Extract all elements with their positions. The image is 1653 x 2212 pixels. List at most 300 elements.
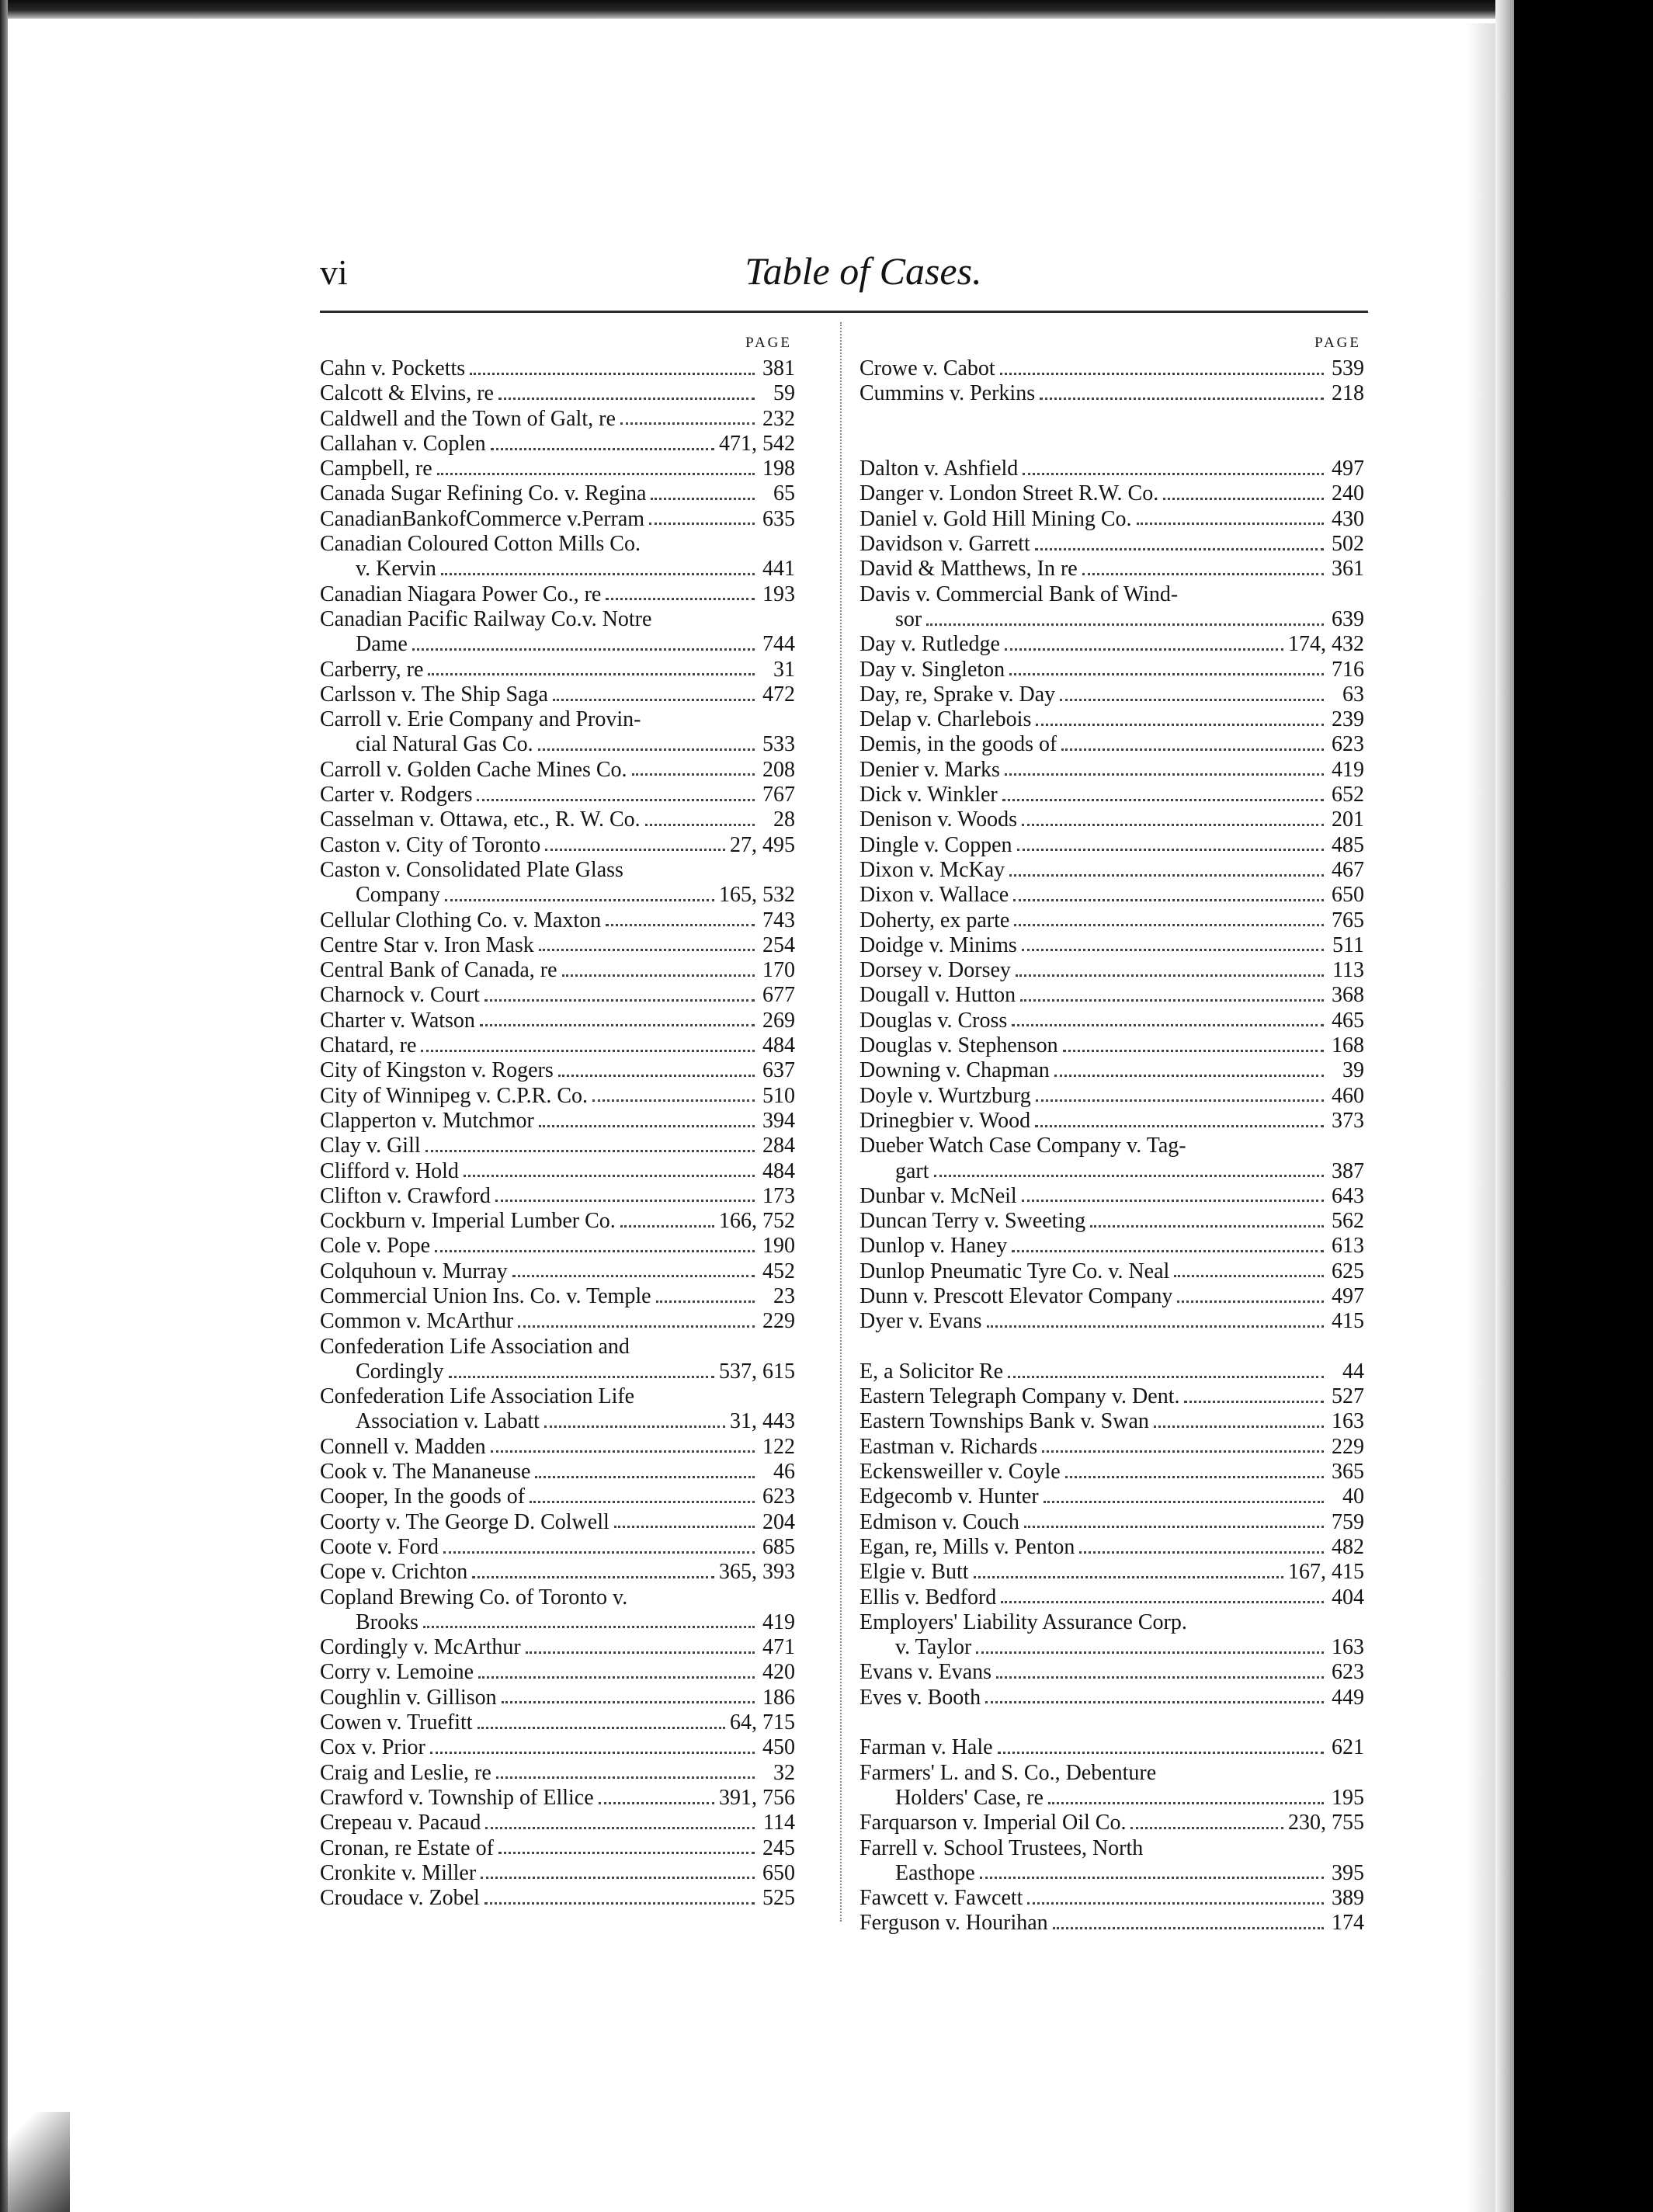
case-entry [859, 1686, 1364, 1710]
case-entry-continuation [859, 1861, 1364, 1886]
page-gutter-shadow [1466, 23, 1497, 2212]
scan-background [1514, 0, 1653, 2212]
case-entry [859, 1660, 1364, 1685]
dot-leader [1020, 999, 1324, 1002]
case-page-number: 198 [762, 457, 795, 481]
case-name: Cummins v. Perkins [859, 381, 1036, 406]
case-list [859, 356, 1364, 1936]
case-name: Confederation Life Association and [320, 1334, 630, 1359]
case-page-number: 174, 432 [1288, 632, 1364, 657]
case-page-number: 391, 756 [719, 1785, 795, 1810]
case-page-number: 539 [1332, 356, 1364, 380]
dot-leader [478, 1676, 755, 1679]
dot-leader [470, 373, 755, 375]
case-name: Confederation Life Association Life [320, 1384, 635, 1409]
case-name: Coughlin v. Gillison [320, 1685, 497, 1710]
dot-leader [1023, 473, 1324, 475]
case-page-number: 510 [762, 1083, 795, 1108]
dot-leader [1008, 1376, 1324, 1378]
case-entry [320, 1335, 795, 1359]
dot-leader [526, 1651, 755, 1654]
case-entry [320, 407, 795, 432]
case-name: Crepeau v. Pacaud [320, 1811, 481, 1835]
case-name: Canadian Niagara Power Co., re [320, 582, 602, 606]
left-column [320, 330, 795, 1911]
case-name: Eastern Telegraph Company v. Dent. [859, 1384, 1180, 1409]
dot-leader [1016, 974, 1324, 977]
right-column [859, 330, 1364, 1936]
case-name: Coote v. Ford [320, 1534, 439, 1559]
case-page-number: 31, 443 [730, 1409, 795, 1434]
dot-leader [1137, 523, 1324, 525]
case-entry-continuation [859, 1159, 1364, 1184]
case-page-number: 613 [1332, 1234, 1364, 1259]
case-page-number: 765 [1332, 908, 1364, 932]
case-entry [320, 1710, 795, 1735]
case-name: Day, re, Sprake v. Day [859, 682, 1056, 707]
case-entry [859, 858, 1364, 883]
case-page-number: 59 [773, 381, 795, 406]
case-page-number: 743 [762, 908, 795, 932]
case-name: Denier v. Marks [859, 757, 1000, 782]
case-name: sor [895, 606, 922, 631]
dot-leader [428, 673, 755, 675]
dot-leader [1005, 648, 1283, 651]
case-name: Cronkite v. Miller [320, 1860, 477, 1885]
page-column-label: PAGE [1314, 335, 1361, 351]
case-entry [859, 658, 1364, 682]
case-entry [859, 807, 1364, 832]
case-entry [859, 1886, 1364, 1911]
case-entry [320, 783, 795, 807]
dot-leader [430, 1752, 755, 1754]
case-entry-continuation [859, 607, 1364, 632]
dot-leader [485, 1827, 755, 1829]
case-name: Cowen v. Truefitt [320, 1710, 473, 1735]
dot-leader [530, 1501, 755, 1503]
case-entry [859, 883, 1364, 908]
dot-leader [649, 523, 755, 525]
case-name: gart [895, 1158, 929, 1183]
case-name: Brooks [356, 1610, 418, 1634]
case-name: Drinegbier v. Wood [859, 1108, 1031, 1133]
case-page-number: 716 [1332, 657, 1364, 682]
page-column-label: PAGE [745, 335, 792, 351]
case-page-number: 186 [762, 1685, 795, 1710]
dot-leader [441, 573, 755, 575]
case-entry [859, 1485, 1364, 1509]
case-entry [320, 1234, 795, 1259]
case-entry-continuation [320, 1359, 795, 1384]
case-page-number: 31 [773, 657, 795, 682]
case-page-number: 40 [1342, 1485, 1364, 1509]
case-entry [320, 1836, 795, 1861]
case-page-number: 460 [1332, 1083, 1364, 1108]
case-page-number: 204 [762, 1509, 795, 1534]
case-entry [859, 356, 1364, 381]
case-name: Callahan v. Coplen [320, 431, 486, 456]
case-page-number: 441 [762, 557, 795, 582]
dot-leader [599, 1802, 714, 1804]
case-name: Dunlop v. Haney [859, 1234, 1008, 1259]
case-entry [859, 732, 1364, 757]
case-page-number: 482 [1332, 1534, 1364, 1559]
dot-leader [1130, 1827, 1283, 1829]
case-entry [320, 1184, 795, 1209]
case-name: Farman v. Hale [859, 1735, 993, 1760]
case-entry [859, 1109, 1364, 1134]
case-name: v. Taylor [895, 1635, 972, 1660]
dot-leader [1174, 1275, 1324, 1277]
case-entry [320, 707, 795, 732]
case-page-number: 502 [1332, 532, 1364, 557]
case-entry [859, 1058, 1364, 1083]
dot-leader [1022, 824, 1324, 826]
dot-leader [1042, 1450, 1324, 1453]
case-page-number: 637 [762, 1058, 795, 1083]
case-name: Eckensweiller v. Coyle [859, 1460, 1061, 1485]
dot-leader [606, 924, 755, 926]
case-name: Davidson v. Garrett [859, 532, 1030, 557]
dot-leader [1024, 1526, 1324, 1528]
case-page-number: 635 [762, 506, 795, 531]
case-name: Davis v. Commercial Bank of Wind- [859, 582, 1179, 606]
case-entry [320, 1009, 795, 1033]
case-entry [320, 1485, 795, 1509]
dot-leader [926, 623, 1324, 626]
case-entry [859, 1811, 1364, 1835]
section-gap [859, 432, 1364, 457]
case-name: Campbell, re [320, 457, 432, 481]
case-page-number: 484 [762, 1158, 795, 1183]
case-entry [859, 1535, 1364, 1560]
case-page-number: 643 [1332, 1183, 1364, 1208]
case-name: Colquhoun v. Murray [320, 1259, 508, 1283]
dot-leader [443, 1551, 755, 1554]
case-entry [859, 1284, 1364, 1309]
case-entry [320, 1460, 795, 1485]
dot-leader [1090, 1225, 1324, 1228]
case-entry [859, 1134, 1364, 1158]
case-entry [320, 1886, 795, 1911]
case-page-number: 230, 755 [1288, 1811, 1364, 1835]
dot-leader [645, 824, 755, 826]
case-page-number: 527 [1332, 1384, 1364, 1409]
case-page-number: 430 [1332, 506, 1364, 531]
dot-leader [1009, 874, 1324, 877]
case-entry-continuation [320, 883, 795, 908]
case-name: Carter v. Rodgers [320, 783, 473, 807]
case-entry [320, 432, 795, 457]
case-name: Eastman v. Richards [859, 1434, 1038, 1459]
case-page-number: 201 [1332, 807, 1364, 832]
case-entry [320, 1435, 795, 1460]
dot-leader [1022, 949, 1324, 951]
case-entry [320, 1535, 795, 1560]
case-name: Association v. Labatt [356, 1409, 540, 1434]
case-page-number: 114 [763, 1811, 795, 1835]
case-entry [859, 1510, 1364, 1535]
case-entry [859, 1610, 1364, 1635]
case-name: Doidge v. Minims [859, 932, 1017, 957]
section-gap [859, 407, 1364, 432]
case-name: David & Matthews, In re [859, 557, 1078, 582]
case-name: Dalton v. Ashfield [859, 457, 1019, 481]
case-entry [320, 1761, 795, 1786]
case-entry [859, 1560, 1364, 1585]
case-page-number: 685 [762, 1534, 795, 1559]
case-page-number: 387 [1332, 1158, 1364, 1183]
dot-leader [1053, 1927, 1324, 1929]
case-entry [859, 983, 1364, 1008]
dot-leader [437, 473, 755, 475]
dot-leader [496, 1776, 755, 1779]
case-page-number: 173 [762, 1183, 795, 1208]
case-name: cial Natural Gas Co. [356, 732, 533, 757]
case-name: Danger v. London Street R.W. Co. [859, 481, 1159, 506]
dot-leader [535, 1476, 755, 1478]
case-entry [320, 1686, 795, 1710]
dot-leader [1013, 899, 1324, 901]
case-entry [859, 1435, 1364, 1460]
case-name: Dorsey v. Dorsey [859, 958, 1011, 983]
case-entry [859, 1009, 1364, 1033]
dot-leader [491, 448, 714, 450]
case-name: Cole v. Pope [320, 1234, 431, 1259]
dot-leader [1002, 799, 1324, 801]
case-name: Dixon v. McKay [859, 857, 1005, 882]
case-page-number: 562 [1332, 1209, 1364, 1234]
dot-leader [614, 1526, 755, 1528]
case-entry [320, 1660, 795, 1685]
dot-leader [1000, 373, 1324, 375]
case-page-number: 419 [762, 1610, 795, 1634]
case-page-number: 46 [773, 1460, 795, 1485]
dot-leader [1012, 1024, 1324, 1026]
case-entry [859, 1836, 1364, 1861]
case-entry [859, 557, 1364, 582]
case-page-number: 365 [1332, 1460, 1364, 1485]
dot-leader [620, 1225, 714, 1228]
case-entry [320, 582, 795, 607]
case-entry [859, 933, 1364, 958]
case-name: Carroll v. Erie Company and Provin- [320, 707, 641, 732]
case-name: Clifford v. Hold [320, 1158, 459, 1183]
case-entry [320, 1134, 795, 1158]
case-page-number: 449 [1332, 1685, 1364, 1710]
case-page-number: 269 [762, 1008, 795, 1033]
case-entry [320, 833, 795, 858]
case-entry [320, 356, 795, 381]
case-entry [859, 582, 1364, 607]
scan-top-edge [0, 0, 1522, 19]
dot-leader [539, 949, 755, 951]
dot-leader [512, 1275, 755, 1277]
case-entry [859, 908, 1364, 933]
case-page-number: 472 [762, 682, 795, 707]
dot-leader [1036, 1099, 1324, 1102]
dot-leader [477, 1727, 725, 1729]
dot-leader [656, 1300, 755, 1303]
case-name: Cook v. The Mananeuse [320, 1460, 531, 1485]
case-name: Corry v. Lemoine [320, 1660, 474, 1685]
header-rule [320, 311, 1368, 313]
case-page-number: 245 [762, 1835, 795, 1860]
case-page-number: 511 [1332, 932, 1364, 957]
case-name: Common v. McArthur [320, 1309, 514, 1334]
dot-leader [606, 598, 755, 600]
case-name: Ferguson v. Hourihan [859, 1911, 1048, 1936]
dot-leader [412, 648, 755, 651]
case-entry [320, 658, 795, 682]
case-name: Elgie v. Butt [859, 1560, 969, 1585]
case-entry [320, 1786, 795, 1811]
case-name: City of Kingston v. Rogers [320, 1058, 554, 1083]
dot-leader [477, 799, 755, 801]
dot-leader [1048, 1802, 1324, 1804]
case-entry-continuation [859, 1635, 1364, 1660]
dot-leader [1035, 548, 1324, 550]
case-name: Canada Sugar Refining Co. v. Regina [320, 481, 647, 506]
case-name: Caston v. Consolidated Plate Glass [320, 857, 623, 882]
dot-leader [538, 748, 755, 751]
case-name: Clay v. Gill [320, 1134, 421, 1158]
case-name: Central Bank of Canada, re [320, 958, 557, 983]
case-name: Dueber Watch Case Company v. Tag- [859, 1134, 1186, 1158]
case-name: Duncan Terry v. Sweeting [859, 1209, 1086, 1234]
case-name: Crawford v. Township of Ellice [320, 1785, 594, 1810]
case-name: Clifton v. Crawford [320, 1183, 491, 1208]
dot-leader [1163, 498, 1324, 500]
dot-leader [620, 422, 755, 425]
case-page-number: 395 [1332, 1860, 1364, 1885]
case-name: Cox v. Prior [320, 1735, 425, 1760]
case-name: v. Kervin [356, 557, 436, 582]
case-page-number: 623 [1332, 732, 1364, 757]
dot-leader [1054, 1075, 1324, 1077]
case-entry [320, 607, 795, 632]
case-entry [859, 1033, 1364, 1058]
scan-left-edge [0, 0, 8, 2212]
case-name: Company [356, 883, 440, 908]
section-gap [859, 1335, 1364, 1359]
dot-leader [449, 1376, 714, 1378]
dot-leader [1065, 1476, 1324, 1478]
case-name: Doherty, ex parte [859, 908, 1010, 932]
case-page-number: 44 [1342, 1359, 1364, 1384]
dot-leader [1001, 1601, 1324, 1603]
case-name: Cooper, In the goods of [320, 1485, 526, 1509]
case-page-number: 208 [762, 757, 795, 782]
dot-leader [1036, 724, 1324, 726]
dot-leader [592, 1099, 755, 1102]
case-page-number: 63 [1342, 682, 1364, 707]
case-page-number: 389 [1332, 1886, 1364, 1911]
case-name: Cahn v. Pocketts [320, 356, 466, 380]
dot-leader [1035, 1125, 1324, 1127]
case-page-number: 193 [762, 582, 795, 606]
case-name: Easthope [895, 1860, 975, 1885]
case-page-number: 639 [1332, 606, 1364, 631]
case-name: Douglas v. Cross [859, 1008, 1008, 1033]
case-entry [859, 1234, 1364, 1259]
case-name: Casselman v. Ottawa, etc., R. W. Co. [320, 807, 641, 832]
case-page-number: 166, 752 [719, 1209, 795, 1234]
case-entry [859, 1309, 1364, 1334]
dot-leader [1063, 1050, 1324, 1052]
case-entry [320, 1084, 795, 1109]
case-page-number: 28 [773, 807, 795, 832]
case-entry [320, 807, 795, 832]
case-name: Holders' Case, re [895, 1785, 1044, 1810]
case-name: Caston v. City of Toronto [320, 832, 541, 857]
case-entry [320, 1209, 795, 1234]
case-page-number: 537, 615 [719, 1359, 795, 1384]
case-entry [859, 833, 1364, 858]
case-name: Day v. Rutledge [859, 632, 1000, 657]
case-entry [320, 758, 795, 783]
case-entry-continuation [320, 732, 795, 757]
dot-leader [996, 1676, 1324, 1679]
case-name: Commercial Union Ins. Co. v. Temple [320, 1283, 651, 1308]
case-name: Dingle v. Coppen [859, 832, 1012, 857]
dot-leader [480, 1024, 755, 1026]
case-page-number: 394 [762, 1108, 795, 1133]
case-name: Cockburn v. Imperial Lumber Co. [320, 1209, 616, 1234]
dot-leader [1012, 1250, 1324, 1252]
case-list [320, 356, 795, 1911]
case-page-number: 471, 542 [719, 431, 795, 456]
case-name: Cordingly v. McArthur [320, 1635, 521, 1660]
dot-leader [1154, 1425, 1324, 1428]
case-page-number: 163 [1332, 1409, 1364, 1434]
case-entry [859, 481, 1364, 506]
case-entry [859, 1209, 1364, 1234]
dot-leader [423, 1626, 755, 1628]
case-entry [320, 1033, 795, 1058]
case-page-number: 415 [1332, 1309, 1364, 1334]
case-page-number: 240 [1332, 481, 1364, 506]
dot-leader [421, 1050, 755, 1052]
case-page-number: 650 [762, 1860, 795, 1885]
dot-leader [1014, 924, 1324, 926]
case-name: Dunn v. Prescott Elevator Company [859, 1283, 1173, 1308]
dot-leader [498, 398, 755, 400]
case-page-number: 497 [1332, 1283, 1364, 1308]
dot-leader [1017, 849, 1325, 851]
case-entry-continuation [320, 1409, 795, 1434]
case-entry [320, 858, 795, 883]
case-page-number: 759 [1332, 1509, 1364, 1534]
case-name: Delap v. Charlebois [859, 707, 1032, 732]
case-entry-continuation [320, 1610, 795, 1635]
case-entry [859, 958, 1364, 983]
dot-leader [985, 1701, 1324, 1703]
case-page-number: 232 [762, 406, 795, 431]
case-name: Charnock v. Court [320, 983, 480, 1008]
page-title: Table of Cases. [745, 249, 982, 293]
dot-leader [1009, 673, 1324, 675]
case-page-number: 533 [762, 732, 795, 757]
case-name: Daniel v. Gold Hill Mining Co. [859, 506, 1132, 531]
column-divider [840, 322, 842, 1922]
case-entry [320, 1585, 795, 1610]
case-name: Cellular Clothing Co. v. Maxton [320, 908, 602, 932]
case-name: Croudace v. Zobel [320, 1886, 480, 1911]
case-name: Demis, in the goods of [859, 732, 1057, 757]
case-entry [320, 1284, 795, 1309]
case-entry-continuation [859, 1786, 1364, 1811]
